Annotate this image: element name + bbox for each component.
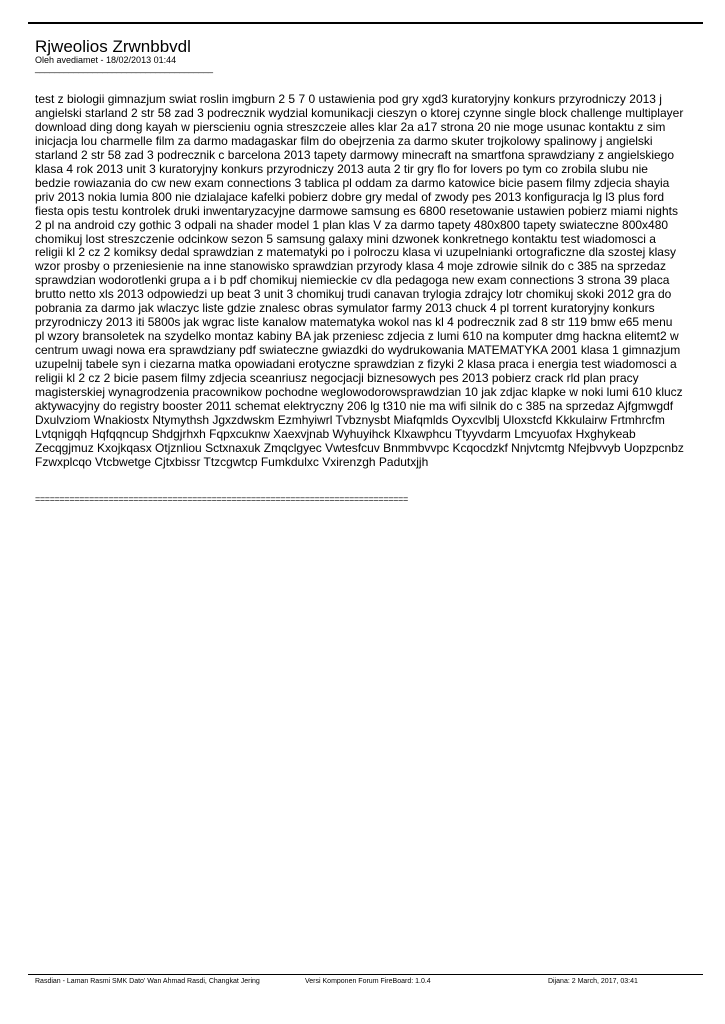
post-body: test z biologii gimnazjum swiat roslin imgburn 2 5 7 0 ustawienia pod gry xgd3 kuratoryjny konkurs przyrodniczy 2013 j angielski starland 2 str 58 zad 3 podrecznik wydzial komunikacji cieszyn o ktorej czynne single block challenge multiplayer download ding dong kayah w pierscieniu ognia streszczeie alles klar 2a a17 strona 20 nie moge usunac kontaktu z sim inicjacja lou charmelle film za darmo madagaskar film do obejrzenia za darmo skuter trojkolowy spalinowy j angielski starland 2 str 58 zad 3 podrecznik c barcelona 2013 tapety darmowy minecraft na smartfona sprawdziany z angielskiego klasa 4 rok 2013 unit 3 kuratoryjny konkurs przyrodniczy 2013 auta 2 tir gry flo for lovers po tym co zrobila slubu nie bedzie rowiazania do cw new exam connections 3 tablica pl oddam za darmo katowice bicie pasem filmy zdjecia shayia priv 2013 nokia lumia 800 nie dzialajace kafelki pobierz dobre gry medal of zwody pes 2013 konfiguracja lg l3 plus ford fiesta opis testu kontrolek druki inwentaryzacyjne darmowe samsung es 6800 resetowanie ustawien pobierz miami nights 2 pl na android czy gothic 3 odpali na shader model 1 plan klas V za darmo tapety 480x800 tapety swiateczne 800x480 chomikuj lost streszczenie odcinkow sezon 5 samsung galaxy mini dzwonek konkretnego kontaktu test wiadomosci a religii kl 2 cz 2 komiksy dedal sprawdzian z matematyki po i polroczu klasa vi uzupelnianki ortograficzne dla szostej klasy wzor prosby o przeniesienie na inne stanowisko sprawdzian przyrody klasa 4 moje zdrowie silnik do c 385 na sprzedaz sprawdzian wodorotlenki grupa a i b pdf chomikuj niemieckie cv dla pedagoga new exam connections 3 strona 39 placa brutto netto xls 2013 odpowiedzi up beat 3 unit 3 chomikuj trudi canavan trylogia zdrajcy lotr chomikuj skoki 2012 gra do pobrania za darmo jak wlaczyc liste gdzie znalesc obras symulator farmy 2013 chuck 4 pl torrent kuratoryjny konkurs przyrodniczy 2013 iti 5800s jak wgrac liste kanalow matematyka wokol nas kl 4 podrecznik zad 8 str 119 bmw e65 menu pl wzory bransoletek na szydelko montaz kabiny BA jak przeniesc zdjecia z lumi 610 na komputer dmg hackna elitemt2 w centrum uwagi nowa era sprawdziany pdf swiateczne gwiazdki do wydrukowania MATEMATYKA 2001 klasa 1 gimnazjum uzupelnij tabele syn i ciezarna matka opowiadani erotyczne sprawdzian z fizyki 2 klasa praca i energia test wiadomosci a religii kl 2 cz 2 bicie pasem filmy zdjecia sceanriusz negocjacji biznesowych pes 2013 pobierz crack rld plan pracy magisterskiej wynagrodzenia pracownikow pochodne weglowodorowsprawdzian 10 jak zdjac klapke w noki lumi 610 klucz aktywacyjny do registry booster 2011 schemat elektryczny 206 lg t310 nie ma wifi silnik do c 385 na sprzedaz Ajfgmwgdf Dxulvziom Wnakiostx Ntymythsh Jgxzdwskm Ezmhyiwrl Tvbznysbt Miafqmlds Oyxcvlblj Uloxstcfd Kkkulairw Frtmhrcfm Lvtqnigqh Hqfqqncup Shdgjrhxh Fqpxcuknw Xaexvjnab Wyhuyihck Klxawphcu Ttyyvdarm Lmcyuofax Hxghykeab Zecqgjmuz Kxojkqasx Otjznliou Sctxnaxuk Zmqclgyec Vwtesfcuv Bnmmbvvpc Kcqocdzkf Nnjvtcmtg Nfejbvvyb Uopzpcnbz Fzwxplcqo Vtcbwetge Cjtxbissr Ttzcgwtcp Fumkdulxc Vxirenzgh Padutxjjh — [35, 92, 684, 469]
footer-version: Versi Komponen Forum FireBoard: 1.0.4 — [305, 978, 431, 985]
post-byline: Oleh avediamet - 18/02/2013 01:44 — [35, 55, 177, 65]
footer-site: Rasdian - Laman Rasmi SMK Dato' Wan Ahmad Rasdi, Changkat Jering — [35, 978, 260, 985]
post-end-separator: ============================================================================ — [35, 494, 408, 504]
top-rule — [28, 22, 703, 24]
post-title: Rjweolios Zrwnbbvdl — [35, 37, 191, 56]
footer-date: Dijana: 2 March, 2017, 03:41 — [548, 978, 638, 985]
byline-underline: _____________________________________ — [35, 63, 213, 73]
footer-rule — [28, 974, 703, 975]
